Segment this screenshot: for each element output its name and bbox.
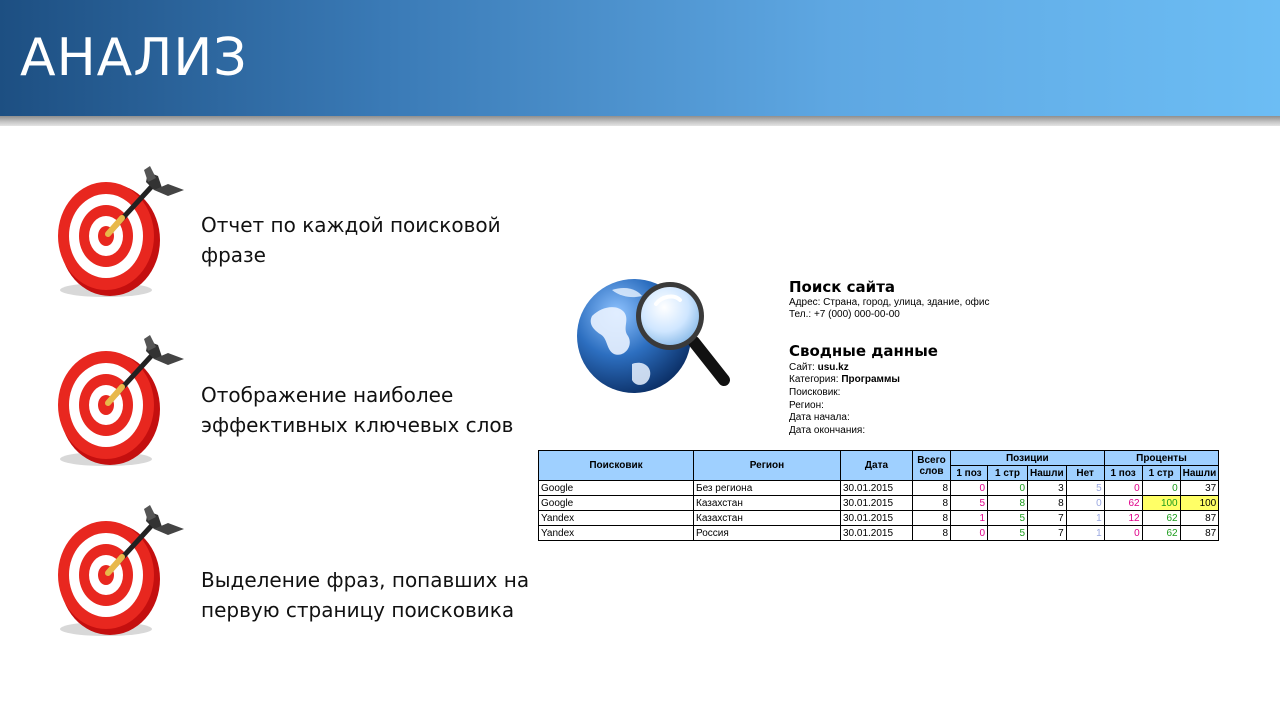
bullet-text: Выделение фраз, попавших на первую страницу поисковика [201, 568, 530, 622]
col-header-pct-found: Нашли [1180, 466, 1219, 481]
target-dart-icon [50, 166, 190, 306]
summary-title: Сводные данные [789, 342, 938, 360]
target-dart-icon [50, 505, 190, 645]
col-header-date: Дата [841, 451, 913, 481]
company-phone: Тел.: +7 (000) 000-00-00 [789, 309, 900, 320]
globe-magnifier-icon [572, 276, 737, 396]
table-row: Yandex Россия 30.01.2015 8 0 5 7 1 0 62 87 [539, 526, 1219, 541]
summary-site: Сайт: usu.kz [789, 362, 849, 373]
company-title: Поиск сайта [789, 278, 896, 296]
table-row: Google Без региона 30.01.2015 8 0 0 3 5 0 0 37 [539, 481, 1219, 496]
col-header-none: Нет [1066, 466, 1104, 481]
summary-region: Регион: [789, 400, 824, 411]
col-header-positions: Позиции [951, 451, 1105, 466]
col-header-page1: 1 стр [988, 466, 1028, 481]
col-header-engine: Поисковик [539, 451, 694, 481]
col-header-pos1: 1 поз [951, 466, 988, 481]
bullet-text: Отчет по каждой поисковой фразе [201, 213, 501, 267]
bullet-item-first-page [50, 505, 530, 645]
summary-date-start: Дата начала: [789, 412, 850, 423]
title-banner [0, 0, 1280, 116]
col-header-pct-page1: 1 стр [1142, 466, 1180, 481]
bullet-item-report [50, 166, 530, 306]
page-title: АНАЛИЗ [20, 28, 248, 88]
col-header-pct-pos1: 1 поз [1104, 466, 1142, 481]
col-header-region: Регион [694, 451, 841, 481]
company-address: Адрес: Страна, город, улица, здание, офис [789, 297, 990, 308]
col-header-found: Нашли [1028, 466, 1067, 481]
summary-category: Категория: Программы [789, 374, 900, 385]
col-header-total: Всего слов [913, 451, 951, 481]
table-row: Google Казахстан 30.01.2015 8 5 8 8 0 62 100 100 [539, 496, 1219, 511]
report-table [538, 450, 1219, 541]
target-dart-icon [50, 335, 190, 475]
summary-engine: Поисковик: [789, 387, 841, 398]
table-row: Yandex Казахстан 30.01.2015 8 1 5 7 1 12 62 87 [539, 511, 1219, 526]
header-divider [0, 116, 1280, 126]
col-header-percents: Проценты [1104, 451, 1219, 466]
bullet-item-keywords [50, 335, 530, 475]
bullet-text: Отображение наиболее эффективных ключевых слов [201, 383, 514, 437]
summary-date-end: Дата окончания: [789, 425, 866, 436]
